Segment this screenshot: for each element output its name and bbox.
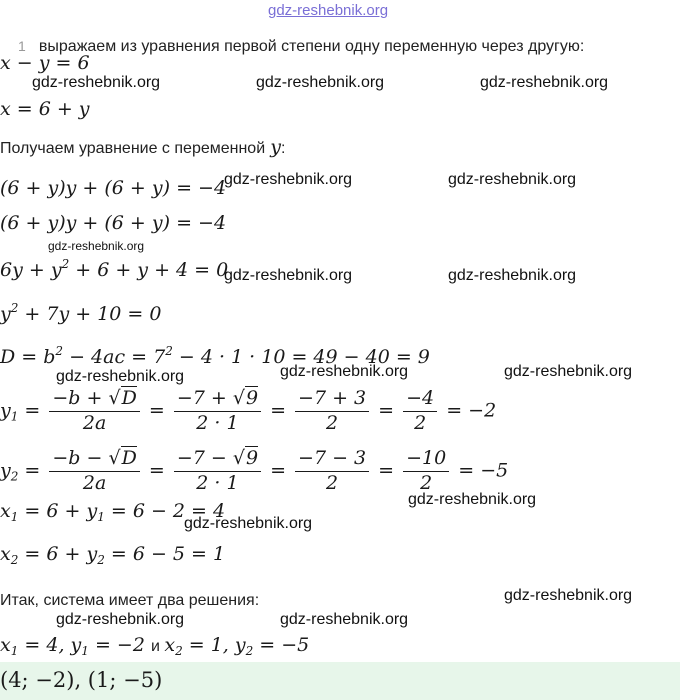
watermark: gdz-reshebnik.org xyxy=(48,239,145,253)
step-number: 1 xyxy=(18,38,26,54)
fraction: $\frac{-4}{2}$ xyxy=(403,388,437,435)
fraction: $\frac{-10}{2}$ xyxy=(403,448,449,495)
fraction: $\frac{-7 + 3}{2}$ xyxy=(295,388,369,435)
watermark: gdz-reshebnik.org xyxy=(224,171,353,188)
step-row xyxy=(18,36,584,56)
paragraph-substitute-text: Получаем уравнение с переменной xyxy=(0,140,266,157)
watermark: gdz-reshebnik.org xyxy=(32,74,161,91)
watermark: gdz-reshebnik.org xyxy=(280,363,409,380)
site-header-link[interactable]: gdz-reshebnik.org xyxy=(268,2,389,19)
root-y1-equation: $y_1$ = $\frac{-b + √D}{2a}$ = $\frac{-7 + √9}{2 \cdot 1}$ = $\frac{-7 + 3}{2}$ = $\frac{-4}{2}$ = −2 xyxy=(0,387,497,434)
fraction: $\frac{-b - √D}{2a}$ xyxy=(49,448,139,495)
paragraph-substitute: Получаем уравнение с переменной y: xyxy=(0,136,286,158)
watermark: gdz-reshebnik.org xyxy=(256,74,385,91)
x1-equation: $x_1 = 6 + y_1 = 6 - 2 = 4$ xyxy=(0,500,226,524)
answer-box xyxy=(0,662,680,700)
equation-4: (6 + y)y + (6 + y) = −4 xyxy=(0,212,227,234)
watermark: gdz-reshebnik.org xyxy=(504,363,633,380)
variable-y: y xyxy=(270,136,281,158)
equation-2: x = 6 + y xyxy=(0,98,90,120)
x2-equation: $x_2 = 6 + y_2 = 6 - 5 = 1$ xyxy=(0,543,226,567)
solutions-line: $x_1 = 4$, $y_1 = -2$ и $x_2 = 1$, $y_2 = -5$ xyxy=(0,634,310,658)
watermark: gdz-reshebnik.org xyxy=(56,611,185,628)
fraction: $\frac{-7 + √9}{2 \cdot 1}$ xyxy=(174,388,261,435)
discriminant-equation: $D = b^2 - 4ac = 7^2 - 4 \cdot 1 \cdot 10 = 49 - 40 = 9$ xyxy=(0,344,430,368)
watermark: gdz-reshebnik.org xyxy=(56,368,185,385)
equation-3: (6 + y)y + (6 + y) = −4 xyxy=(0,177,227,199)
paragraph-conclusion: Итак, система имеет два решения: xyxy=(0,592,260,609)
equation-6: $y^2 + 7y + 10 = 0$ xyxy=(0,301,162,325)
watermark: gdz-reshebnik.org xyxy=(224,267,353,284)
equation-5: $6y + y^2 + 6 + y + 4 = 0$ xyxy=(0,257,229,281)
fraction: $\frac{-7 - 3}{2}$ xyxy=(295,448,369,495)
watermark: gdz-reshebnik.org xyxy=(184,515,313,532)
watermark: gdz-reshebnik.org xyxy=(280,611,409,628)
fraction: $\frac{-7 - √9}{2 \cdot 1}$ xyxy=(174,448,261,495)
watermark: gdz-reshebnik.org xyxy=(448,171,577,188)
root-y2-equation: $y_2$ = $\frac{-b - √D}{2a}$ = $\frac{-7 - √9}{2 \cdot 1}$ = $\frac{-7 - 3}{2}$ = $\frac{-10}{2}$ = −5 xyxy=(0,447,509,494)
equation-1: x − y = 6 xyxy=(0,52,90,74)
watermark: gdz-reshebnik.org xyxy=(480,74,609,91)
watermark: gdz-reshebnik.org xyxy=(448,267,577,284)
fraction: $\frac{-b + √D}{2a}$ xyxy=(49,388,139,435)
watermark: gdz-reshebnik.org xyxy=(408,491,537,508)
watermark: gdz-reshebnik.org xyxy=(504,587,633,604)
answer-text: (4; −2), (1; −5) xyxy=(0,668,163,692)
step-text: выражаем из уравнения первой степени одну переменную через другую: xyxy=(38,38,585,55)
